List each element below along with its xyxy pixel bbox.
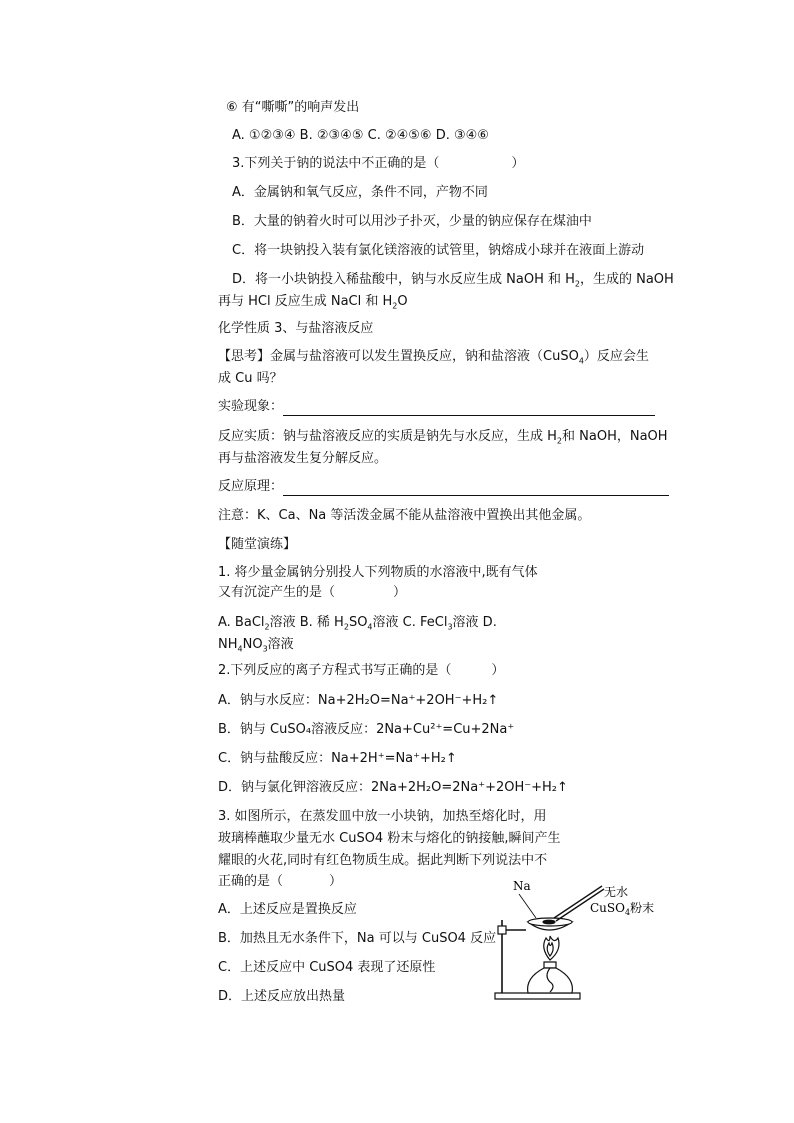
- section-heading: 化学性质 3、与盐溶液反应: [218, 321, 374, 336]
- p3-option-b: B．加热且无水条件下，Na 可以与 CuSO4 反应: [218, 931, 497, 946]
- q3-option-a: A．金属钠和氧气反应，条件不同，产物不同: [232, 185, 488, 200]
- apparatus-figure: [492, 872, 655, 1006]
- think-line1: 【思考】金属与盐溶液可以发生置换反应，钠和盐溶液（CuSO$_4$）反应会生: [218, 349, 649, 366]
- stand-base: [495, 993, 580, 999]
- p2-option-d: D．钠与氯化钾溶液反应：2Na+2H₂O=2Na⁺+2OH⁻+H₂↑: [218, 780, 568, 795]
- p2-option-b: B．钠与 CuSO₄溶液反应：2Na+Cu²⁺=Cu+2Na⁺: [218, 722, 515, 737]
- lamp-neck: [544, 962, 556, 968]
- p2-option-c: C．钠与盐酸反应：Na+2H⁺=Na⁺+H₂↑: [218, 751, 457, 766]
- p3-stem-line4: 正确的是（ ）: [218, 874, 343, 889]
- p3-stem-line3: 耀眼的火花,同时有红色物质生成。据此判断下列说法中不: [218, 853, 548, 868]
- q3-option-b: B．大量的钠着火时可以用沙子扑灭，少量的钠应保存在煤油中: [232, 214, 592, 229]
- p3-stem-line1: 3. 如图所示，在蒸发皿中放一小块钠，加热至熔化时，用: [218, 809, 547, 824]
- q3-option-d-line1: D．将一小块钠投入稀盐酸中，钠与水反应生成 NaOH 和 $H_2$，生成的 NaOH: [232, 272, 674, 289]
- p1-stem-line1: 1. 将少量金属钠分别投人下列物质的水溶液中,既有气体: [218, 565, 538, 580]
- anhydrous-label: 无水: [604, 885, 629, 899]
- phenomenon-blank[interactable]: [283, 401, 655, 416]
- phenomenon-line: 实验现象：: [218, 398, 655, 416]
- p1-option-d: $NH_4NO_3$溶液: [218, 637, 294, 654]
- alcohol-lamp: [528, 968, 573, 993]
- p2-stem: 2.下列反应的离子方程式书写正确的是（ ）: [218, 663, 505, 678]
- na-leader: [519, 894, 536, 918]
- flame: [544, 936, 559, 960]
- q3-option-c: C．将一块钠投入装有氯化镁溶液的试管里，钠熔成小球并在液面上游动: [232, 243, 645, 258]
- practice-heading: 【随堂演练】: [218, 537, 297, 552]
- option-item-6: ⑥ 有“嘶嘶”的响声发出: [226, 100, 360, 115]
- p2-option-a: A．钠与水反应：Na+2H₂O=Na⁺+2OH⁻+H₂↑: [218, 693, 499, 708]
- na-label: Na: [513, 879, 531, 893]
- q3-option-d-line2: 再与 HCl 反应生成 NaCl 和 $H_2O$: [218, 294, 408, 311]
- q3-stem: 3.下列关于钠的说法中不正确的是（ ）: [232, 156, 525, 171]
- options-line: A. ①②③④ B. ②③④⑤ C. ②④⑤⑥ D. ③④⑥: [232, 128, 489, 143]
- principle-blank[interactable]: [283, 481, 669, 496]
- p3-option-d: D．上述反应放出热量: [218, 989, 346, 1004]
- p3-option-c: C．上述反应中 CuSO4 表现了还原性: [218, 960, 436, 975]
- essence-line2: 再与盐溶液发生复分解反应。: [218, 451, 388, 466]
- p3-stem-line2: 玻璃棒蘸取少量无水 CuSO4 粉末与熔化的钠接触,瞬间产生: [218, 831, 561, 846]
- p1-options: A. BaCl$_2$溶液 B. 稀 $H_2SO_4$溶液 C. FeCl$_3$溶液 D.: [218, 615, 497, 632]
- cuso4-powder-label: CuSO$_4$粉末: [590, 901, 655, 917]
- sodium-piece: [543, 920, 555, 924]
- p3-option-a: A．上述反应是置换反应: [218, 902, 357, 917]
- note-line: 注意：K、Ca、Na 等活泼金属不能从盐溶液中置换出其他金属。: [218, 508, 591, 523]
- essence-line1: 反应实质：钠与盐溶液反应的实质是钠先与水反应，生成 $H_2$和 NaOH，NaOH: [218, 429, 668, 446]
- clamp: [498, 926, 506, 934]
- think-line2: 成 Cu 吗？: [218, 371, 283, 386]
- p1-stem-line2: 又有沉淀产生的是（ ）: [218, 585, 407, 600]
- principle-line: 反应原理：: [218, 478, 669, 496]
